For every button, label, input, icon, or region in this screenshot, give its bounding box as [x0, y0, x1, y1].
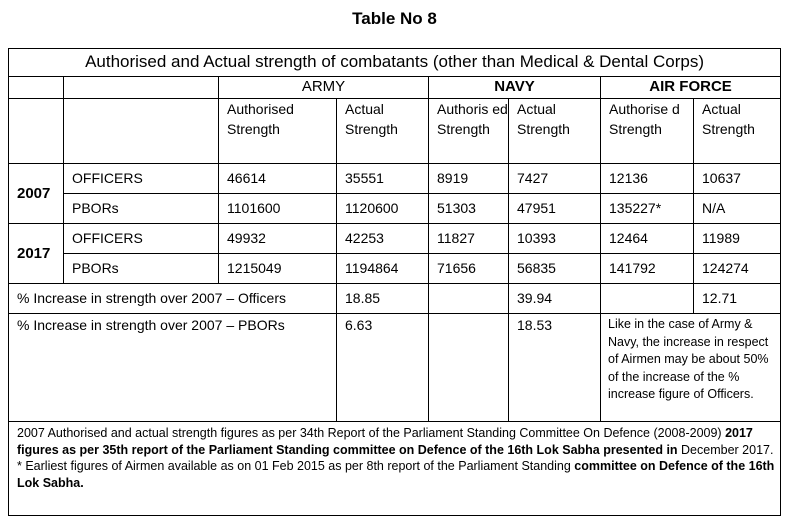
footnote-part1: 2007 Authorised and actual strength figures as per 34th Report of the Parliament Standing Committee On Defence (2008-2009)	[17, 426, 722, 440]
value-cell: 35551	[337, 164, 429, 194]
value-cell: 12464	[601, 224, 694, 254]
empty-cell	[9, 77, 64, 99]
strength-table	[8, 48, 781, 516]
value-cell: 18.53	[509, 314, 601, 422]
value-cell: 141792	[601, 254, 694, 284]
table-row	[9, 254, 781, 284]
value-cell: 39.94	[509, 284, 601, 314]
table-row	[9, 284, 781, 314]
empty-cell	[429, 314, 509, 422]
footnote-part2: 2017 figures as per 35th report of the Parliament Standing committee on Defence of the 16th Lok Sabha presented in	[17, 426, 753, 457]
navy-authorised-header: Authoris ed Strength	[429, 99, 509, 164]
year-cell: 2007	[9, 164, 64, 224]
table-row	[9, 164, 781, 194]
air-force-authorised-header: Authorise d Strength	[601, 99, 694, 164]
category-cell: OFFICERS	[64, 164, 219, 194]
value-cell: N/A	[694, 194, 781, 224]
value-cell: 124274	[694, 254, 781, 284]
value-cell: 8919	[429, 164, 509, 194]
empty-cell	[601, 284, 694, 314]
navy-actual-header: Actual Strength	[509, 99, 601, 164]
value-cell: 1101600	[219, 194, 337, 224]
value-cell: 71656	[429, 254, 509, 284]
table-row	[9, 194, 781, 224]
value-cell: 51303	[429, 194, 509, 224]
category-cell: PBORs	[64, 194, 219, 224]
table-footnote	[9, 422, 781, 516]
value-cell: 1194864	[337, 254, 429, 284]
navy-group-header: NAVY	[429, 77, 601, 99]
value-cell: 56835	[509, 254, 601, 284]
page-title: Table No 8	[352, 9, 437, 28]
value-cell: 12136	[601, 164, 694, 194]
value-cell: 10637	[694, 164, 781, 194]
value-cell: 18.85	[337, 284, 429, 314]
value-cell: 46614	[219, 164, 337, 194]
table-row	[9, 224, 781, 254]
value-cell: 42253	[337, 224, 429, 254]
table-caption: Authorised and Actual strength of combatants (other than Medical & Dental Corps)	[9, 49, 781, 77]
category-cell: PBORs	[64, 254, 219, 284]
empty-cell	[9, 99, 64, 164]
value-cell: 49932	[219, 224, 337, 254]
empty-cell	[429, 284, 509, 314]
category-cell: OFFICERS	[64, 224, 219, 254]
air-force-actual-header: Actual Strength	[694, 99, 781, 164]
value-cell: 135227*	[601, 194, 694, 224]
value-cell: 7427	[509, 164, 601, 194]
value-cell: 10393	[509, 224, 601, 254]
year-cell: 2017	[9, 224, 64, 284]
air-force-group-header: AIR FORCE	[601, 77, 781, 99]
empty-cell	[64, 77, 219, 99]
value-cell: 12.71	[694, 284, 781, 314]
value-cell: 11989	[694, 224, 781, 254]
table-row	[9, 314, 781, 422]
value-cell: 1215049	[219, 254, 337, 284]
army-authorised-header: Authorised Strength	[219, 99, 337, 164]
empty-cell	[64, 99, 219, 164]
value-cell: 1120600	[337, 194, 429, 224]
increase-officers-label: % Increase in strength over 2007 – Officers	[9, 284, 337, 314]
value-cell: 11827	[429, 224, 509, 254]
footnote-part3: December 2017. * Earliest figures of Airmen available as on 01 Feb 2015 as per 8th report of the Parliament Standing	[17, 442, 774, 474]
air-force-note: Like in the case of Army & Navy, the increase in respect of Airmen may be about 50% of the increase of the % increase figure of Officers.	[601, 314, 781, 422]
value-cell: 47951	[509, 194, 601, 224]
footnote-part4: committee on Defence of the 16th Lok Sabha.	[17, 459, 775, 491]
army-group-header: ARMY	[219, 77, 429, 99]
value-cell: 6.63	[337, 314, 429, 422]
army-actual-header: Actual Strength	[337, 99, 429, 164]
increase-pbors-label: % Increase in strength over 2007 – PBORs	[9, 314, 337, 422]
